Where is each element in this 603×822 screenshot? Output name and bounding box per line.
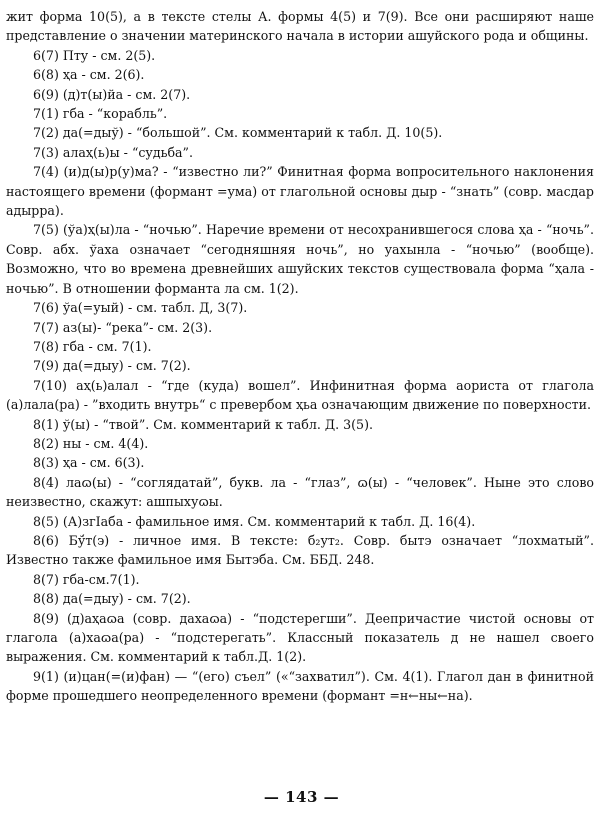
- paragraph: 8(7) гба-см.7(1).: [33, 571, 140, 587]
- paragraph: 7(1) гба - “корабль”.: [33, 106, 168, 122]
- paragraph: жит форма 10(5), а в тексте стелы А. формы 4(5) и 7(9). Все они расширяют наше представление о значении материнского начала в истории ашуйского рода и общины.: [6, 9, 594, 44]
- paragraph: 7(4) (и)д(ы)р(у)ма? - “известно ли?” Финитная форма вопросительного наклонения настоящего времени (формант =ума) от глагольной основы дыр - “знать” (совр. масдар адырра).: [6, 164, 594, 219]
- paragraph: 8(4) лаɷ(ы) - “соглядатай”, букв. ла - “глаз”, ɷ(ы) - “человек”. Ныне это слово неизвестно, скажут: ашпыхуɷы.: [6, 474, 594, 510]
- page-number: — 143 —: [263, 788, 340, 806]
- paragraph: 7(8) гба - см. 7(1).: [33, 338, 152, 354]
- paragraph: 9(1) (и)цан(=(и)фан) — “(его) съел” («“захватил”). См. 4(1). Глагол дан в финитной форме прошедшего неопределенного времени (формант =н←ны←на).: [6, 668, 594, 704]
- paragraph: 8(3) ҳа - см. 6(3).: [33, 455, 145, 471]
- paragraph: 8(9) (д)аҳаɷа (совр. дахаɷа) - “подстерегши”. Деепричастие чистой основы от глагола (а)хаɷа(ра) - “подстерегать”. Классный показатель д не нашел своего выражения. См. комментарий к табл.Д. 1(2).: [6, 610, 594, 665]
- paragraph: 6(8) ҳа - см. 2(6).: [33, 67, 145, 83]
- paragraph: 8(2) ны - см. 4(4).: [33, 435, 149, 451]
- paragraph: 7(3) алаҳ(ь)ы - “судьба”.: [33, 144, 193, 160]
- paragraph: 8(6) Бў́т(э) - личное имя. В тексте: б₂ут₂. Совр. бытэ означает “лохматый”. Известно также фамильное имя Бытэба. См. ББД. 248.: [6, 532, 594, 568]
- paragraph: 6(9) (д)т(ы)йа - см. 2(7).: [33, 86, 191, 102]
- paragraph: 6(7) Пту - см. 2(5).: [33, 47, 156, 63]
- paragraph: 7(9) да(=дыу) - см. 7(2).: [33, 358, 191, 374]
- paragraph: 7(2) да(=дыў) - “большой”. См. комментарий к табл. Д. 10(5).: [33, 125, 443, 141]
- paragraph: 7(7) аз(ы)- “река”- см. 2(3).: [33, 319, 213, 335]
- paragraph: 8(1) ў(ы) - “твой”. См. комментарий к табл. Д. 3(5).: [33, 416, 373, 432]
- paragraph: 7(6) ўа(=уый) - см. табл. Д, 3(7).: [33, 300, 248, 316]
- paragraph: 8(8) да(=дыу) - см. 7(2).: [33, 591, 191, 607]
- paragraph: 7(5) (ўа)ҳ(ы)ла - “ночью”. Наречие времени от несохранившегося слова ҳа - “ночь”. Совр. абх. ўаха означает “сегодняшняя ночь”, но уахынла - “ночью” (вообще). Возможно, что во времена древнейших ашуйских текстов существовала форма “ҳала - ночью”. В отношении форманта ла см. 1(2).: [6, 222, 594, 296]
- paragraph: 8(5) (А)згIаба - фамильное имя. См. комментарий к табл. Д. 16(4).: [33, 513, 476, 529]
- paragraph: 7(10) аҳ(ь)алал - “где (куда) вошел”. Инфинитная форма аориста от глагола (а)лала(ра) - ”входить внутрь“ с превербом ҳьа означающим движение по поверхности.: [6, 377, 594, 413]
- body-text: [6, 7, 594, 706]
